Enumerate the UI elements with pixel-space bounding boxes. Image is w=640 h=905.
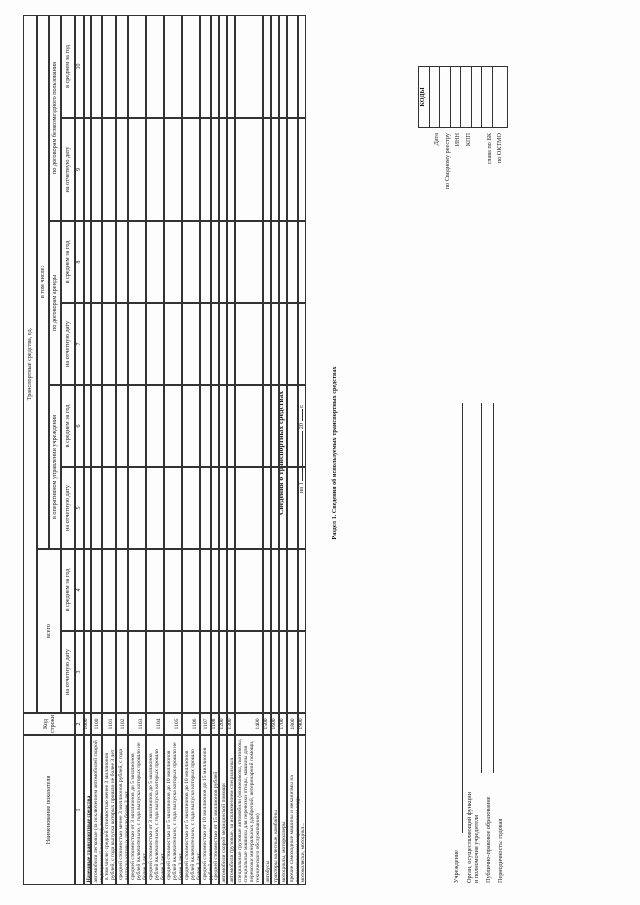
table-row-code: 1900 (298, 713, 306, 735)
date-suffix: г. (298, 404, 305, 408)
table-row-label: автобусы (263, 735, 271, 885)
table-row-code: 1700 (279, 713, 287, 735)
table-data-cell (116, 118, 128, 221)
table-data-cell (84, 631, 91, 713)
table-row-code: 1104 (146, 713, 164, 735)
table-data-cell (182, 385, 200, 467)
table-data-cell (227, 118, 235, 221)
table-data-cell (91, 221, 102, 303)
table-data-cell (279, 631, 287, 713)
table-row-label: средней стоимостью от 15 миллионов рублей (211, 735, 219, 885)
institution-field-line (462, 403, 463, 833)
table-data-cell (227, 467, 235, 549)
table-data-cell (116, 385, 128, 467)
table-data-cell (287, 118, 298, 221)
code-label-6: по ОКТМО (496, 133, 503, 164)
table-data-cell (271, 549, 279, 631)
table-row-label: средней стоимостью менее 3 миллионов рублей, с года выпуска которых прошло более 3 лет (116, 735, 128, 885)
table-data-cell (128, 303, 146, 385)
header-group-title: Транспортные средства, ед. (23, 15, 37, 713)
table-data-cell (200, 15, 211, 118)
table-data-cell (219, 467, 227, 549)
table-row-label: мотоколяски, мотоцикл... (298, 735, 306, 885)
table-row-label: специальные грузовые автомобили (молоковозы, скотовозы, специальные машины для перевозки птицы, машины для перевозки минеральных удобрений, ветеринарной помощи, технического обслуживания) (235, 735, 263, 885)
table-data-cell (227, 303, 235, 385)
table-data-cell (116, 303, 128, 385)
header-leaf-7: на отчетную дату (61, 303, 75, 385)
header-colnum-8: 8 (75, 221, 84, 303)
table-data-cell (84, 221, 91, 303)
table-data-cell (298, 385, 306, 467)
table-row-label: автомобили грузовые, за исключением специальных (227, 735, 235, 885)
table-data-cell (128, 118, 146, 221)
table-data-cell (263, 221, 271, 303)
table-row-code: 1101 (102, 713, 116, 735)
table-data-cell (271, 631, 279, 713)
institution-label: Учреждение (453, 850, 460, 883)
code-label-1: по Сводному реестру (443, 133, 451, 190)
table-data-cell (211, 118, 219, 221)
date-year-prefix: 20 (298, 423, 305, 430)
table-data-cell (263, 385, 271, 467)
header-colnum-1: 1 (75, 735, 84, 885)
table-data-cell (271, 221, 279, 303)
table-data-cell (211, 467, 219, 549)
table-data-cell (279, 549, 287, 631)
code-value-0 (430, 67, 441, 127)
table-data-cell (271, 467, 279, 549)
public-entity-label: Публично-правовое образование (485, 796, 492, 883)
table-data-cell (219, 549, 227, 631)
date-prefix: на 1 (298, 482, 305, 493)
table-row-code: 1100 (91, 713, 102, 735)
table-row-code: 1108 (211, 713, 219, 735)
table-data-cell (182, 631, 200, 713)
table-data-cell (116, 549, 128, 631)
table-data-cell (146, 15, 164, 118)
table-row-code: 1500 (263, 713, 271, 735)
table-data-cell (219, 15, 227, 118)
table-data-cell (298, 631, 306, 713)
code-value-1 (440, 67, 451, 127)
table-row-code: 1200 (219, 713, 227, 735)
table-data-cell (235, 549, 263, 631)
table-data-cell (271, 118, 279, 221)
header-contracts: по договорам аренды (49, 221, 61, 385)
header-in-that: в том числе: (37, 15, 49, 549)
table-data-cell (263, 631, 271, 713)
table-row-label: средней стоимостью от 3 миллионов до 5 миллионов рублей включительно, с года выпуска которых прошло не более 3 лет (128, 735, 146, 885)
header-row-code: Код строки (23, 713, 75, 735)
table-data-cell (164, 631, 182, 713)
table-data-cell (298, 467, 306, 549)
codes-title: КОДЫ (419, 67, 430, 127)
header-total: всего (37, 549, 61, 713)
table-data-cell (263, 118, 271, 221)
table-row-label: автомобили скорой медицинской помощи (219, 735, 227, 885)
table-data-cell (211, 221, 219, 303)
table-data-cell (164, 549, 182, 631)
table-row-code: 1000 (84, 713, 91, 735)
authority-label-1: Орган, осуществляющий функции (466, 792, 473, 883)
table-row-label: в том числе: средней стоимостью менее 3 миллионов рублей, с года выпуска которых прошло не более 3 лет (102, 735, 116, 885)
table-data-cell (146, 118, 164, 221)
table-row-label: Наземные транспортные средства (84, 735, 91, 885)
codes-box (418, 66, 508, 128)
table-data-cell (128, 467, 146, 549)
header-colnum-7: 7 (75, 303, 84, 385)
table-data-cell (91, 631, 102, 713)
table-data-cell (279, 15, 287, 118)
header-leaf-8: в среднем за год (61, 221, 75, 303)
table-data-cell (164, 303, 182, 385)
header-colnum-9: 9 (75, 118, 84, 221)
table-data-cell (91, 303, 102, 385)
table-data-cell (298, 118, 306, 221)
table-data-cell (164, 15, 182, 118)
table-row-label: тракторы колесные, комбайны (271, 735, 279, 885)
section-title: Раздел 1. Сведения об используемых транспортных средствах (331, 366, 338, 540)
table-data-cell (235, 467, 263, 549)
table-data-cell (146, 385, 164, 467)
table-data-cell (102, 118, 116, 221)
table-data-cell (263, 303, 271, 385)
table-data-cell (287, 221, 298, 303)
table-data-cell (227, 15, 235, 118)
authority-field-line (481, 403, 482, 773)
table-data-cell (102, 303, 116, 385)
table-data-cell (146, 467, 164, 549)
table-data-cell (91, 15, 102, 118)
table-row-code: 1300 (227, 713, 235, 735)
table-data-cell (146, 303, 164, 385)
table-data-cell (219, 118, 227, 221)
table-row-code: 1600 (271, 713, 279, 735)
code-label-4 (475, 133, 486, 293)
header-colnum-5: 5 (75, 467, 84, 549)
table-row-label: средней стоимостью от 5 миллионов до 10 миллионов рублей включительно, с года выпуска которых прошло более 3 лет (182, 735, 200, 885)
table-row-label: средней стоимостью от 3 миллионов до 5 миллионов рублей включительно, с года выпуска которых прошло более 3 лет (146, 735, 164, 885)
table-data-cell (200, 385, 211, 467)
table-data-cell (200, 549, 211, 631)
table-row-code: 1102 (116, 713, 128, 735)
code-label-5: глава по БК (485, 133, 493, 164)
table-data-cell (227, 385, 235, 467)
table-data-cell (200, 221, 211, 303)
table-data-cell (146, 631, 164, 713)
table-data-cell (271, 303, 279, 385)
table-data-cell (271, 385, 279, 467)
table-data-cell (128, 15, 146, 118)
table-data-cell (182, 15, 200, 118)
header-colnum-2: 2 (75, 713, 84, 735)
table-data-cell (91, 467, 102, 549)
table-data-cell (279, 221, 287, 303)
public-entity-field-line (493, 403, 494, 773)
table-data-cell (182, 118, 200, 221)
table-data-cell (164, 467, 182, 549)
authority-label-2: и полномочия учредителя (473, 814, 480, 883)
table-data-cell (182, 467, 200, 549)
table-data-cell (182, 303, 200, 385)
table-data-cell (227, 631, 235, 713)
table-data-cell (91, 385, 102, 467)
table-data-cell (182, 221, 200, 303)
code-value-6 (493, 67, 504, 127)
table-data-cell (146, 549, 164, 631)
table-data-cell (84, 15, 91, 118)
table-data-cell (279, 118, 287, 221)
table-data-cell (287, 467, 298, 549)
code-value-3 (461, 67, 472, 127)
table-data-cell (227, 221, 235, 303)
table-row-code: 1107 (200, 713, 211, 735)
table-data-cell (116, 15, 128, 118)
table-data-cell (279, 303, 287, 385)
table-data-cell (287, 15, 298, 118)
table-row-code: 1800 (287, 713, 298, 735)
table-data-cell (279, 467, 287, 549)
header-colnum-10: 10 (75, 15, 84, 118)
table-data-cell (219, 631, 227, 713)
table-data-cell (287, 303, 298, 385)
header-leaf-10: в среднем за год (61, 15, 75, 118)
header-leaf-3: на отчетную дату (61, 631, 75, 713)
table-row-label: средней стоимостью от 5 миллионов до 10 миллионов рублей включительно, с года выпуска которых прошло не более 3 лет (164, 735, 182, 885)
header-leaf-5: на отчетную дату (61, 467, 75, 549)
header-indicator-name: Наименование показателя (23, 735, 75, 885)
table-data-cell (235, 631, 263, 713)
table-data-cell (200, 118, 211, 221)
table-data-cell (298, 549, 306, 631)
code-label-3: КПП (464, 133, 472, 147)
table-data-cell (102, 15, 116, 118)
table-data-cell (211, 549, 219, 631)
table-data-cell (227, 549, 235, 631)
table-row-code: 1105 (164, 713, 182, 735)
header-colnum-6: 6 (75, 385, 84, 467)
table-data-cell (235, 221, 263, 303)
table-data-cell (235, 15, 263, 118)
table-data-cell (235, 303, 263, 385)
table-data-cell (102, 221, 116, 303)
table-data-cell (211, 631, 219, 713)
table-data-cell (211, 385, 219, 467)
header-colnum-3: 3 (75, 631, 84, 713)
table-data-cell (102, 631, 116, 713)
header-leaf-6: в среднем за год (61, 385, 75, 467)
table-data-cell (263, 467, 271, 549)
header-free-use: по договорам безвозмездного пользования (49, 15, 61, 221)
table-row-label: автомобили легковые (за исключением автомобилей скорой медицинской помощи), всего (91, 735, 102, 885)
table-data-cell (128, 221, 146, 303)
table-data-cell (116, 221, 128, 303)
header-colnum-4: 4 (75, 549, 84, 631)
code-value-2 (451, 67, 462, 127)
table-data-cell (219, 221, 227, 303)
table-data-cell (116, 631, 128, 713)
header-leaf-9: на отчетную дату (61, 118, 75, 221)
table-data-cell (164, 118, 182, 221)
table-data-cell (235, 118, 263, 221)
table-data-cell (128, 385, 146, 467)
code-label-2: ИНН (454, 133, 461, 147)
table-data-cell (116, 467, 128, 549)
table-data-cell (146, 221, 164, 303)
table-data-cell (84, 303, 91, 385)
table-data-cell (287, 385, 298, 467)
table-data-cell (128, 631, 146, 713)
table-data-cell (263, 15, 271, 118)
header-leaf-4: в среднем за год (61, 549, 75, 631)
table-data-cell (91, 549, 102, 631)
table-data-cell (84, 549, 91, 631)
table-row-code: 1106 (182, 713, 200, 735)
rotated-form-sheet (15, 13, 625, 893)
table-row-label: прочие самоходные машины и механизмы на пневматическом и гусеничном ходу (287, 735, 298, 885)
code-label-0: Дата (433, 133, 440, 146)
table-data-cell (84, 467, 91, 549)
table-data-cell (200, 303, 211, 385)
table-data-cell (84, 118, 91, 221)
table-data-cell (164, 221, 182, 303)
table-data-cell (102, 385, 116, 467)
table-data-cell (102, 549, 116, 631)
table-data-cell (235, 385, 263, 467)
header-operational: в оперативном управлении учреждения (49, 385, 61, 549)
table-data-cell (219, 303, 227, 385)
periodicity-label: Периодичность: годовая (497, 818, 504, 883)
table-data-cell (91, 118, 102, 221)
code-value-4 (472, 67, 483, 127)
table-data-cell (287, 549, 298, 631)
table-row-label: мотоциклы, мотороллеры (279, 735, 287, 885)
table-data-cell (211, 15, 219, 118)
table-data-cell (271, 15, 279, 118)
table-data-cell (84, 385, 91, 467)
table-data-cell (298, 221, 306, 303)
table-data-cell (200, 631, 211, 713)
table-row-label: средней стоимостью от 10 миллионов до 15 миллионов рублей включительно (200, 735, 211, 885)
table-data-cell (219, 385, 227, 467)
table-data-cell (102, 467, 116, 549)
form-title: Сведения о транспортных средствах (276, 390, 285, 516)
codes-labels (433, 133, 507, 293)
table-data-cell (182, 549, 200, 631)
table-row-code: 1103 (128, 713, 146, 735)
table-row-code: 1400 (235, 713, 263, 735)
table-data-cell (287, 631, 298, 713)
table-data-cell (298, 15, 306, 118)
code-value-5 (482, 67, 493, 127)
table-data-cell (279, 385, 287, 467)
table-data-cell (200, 467, 211, 549)
table-data-cell (263, 549, 271, 631)
table-data-cell (164, 385, 182, 467)
table-data-cell (298, 303, 306, 385)
table-data-cell (211, 303, 219, 385)
table-data-cell (128, 549, 146, 631)
